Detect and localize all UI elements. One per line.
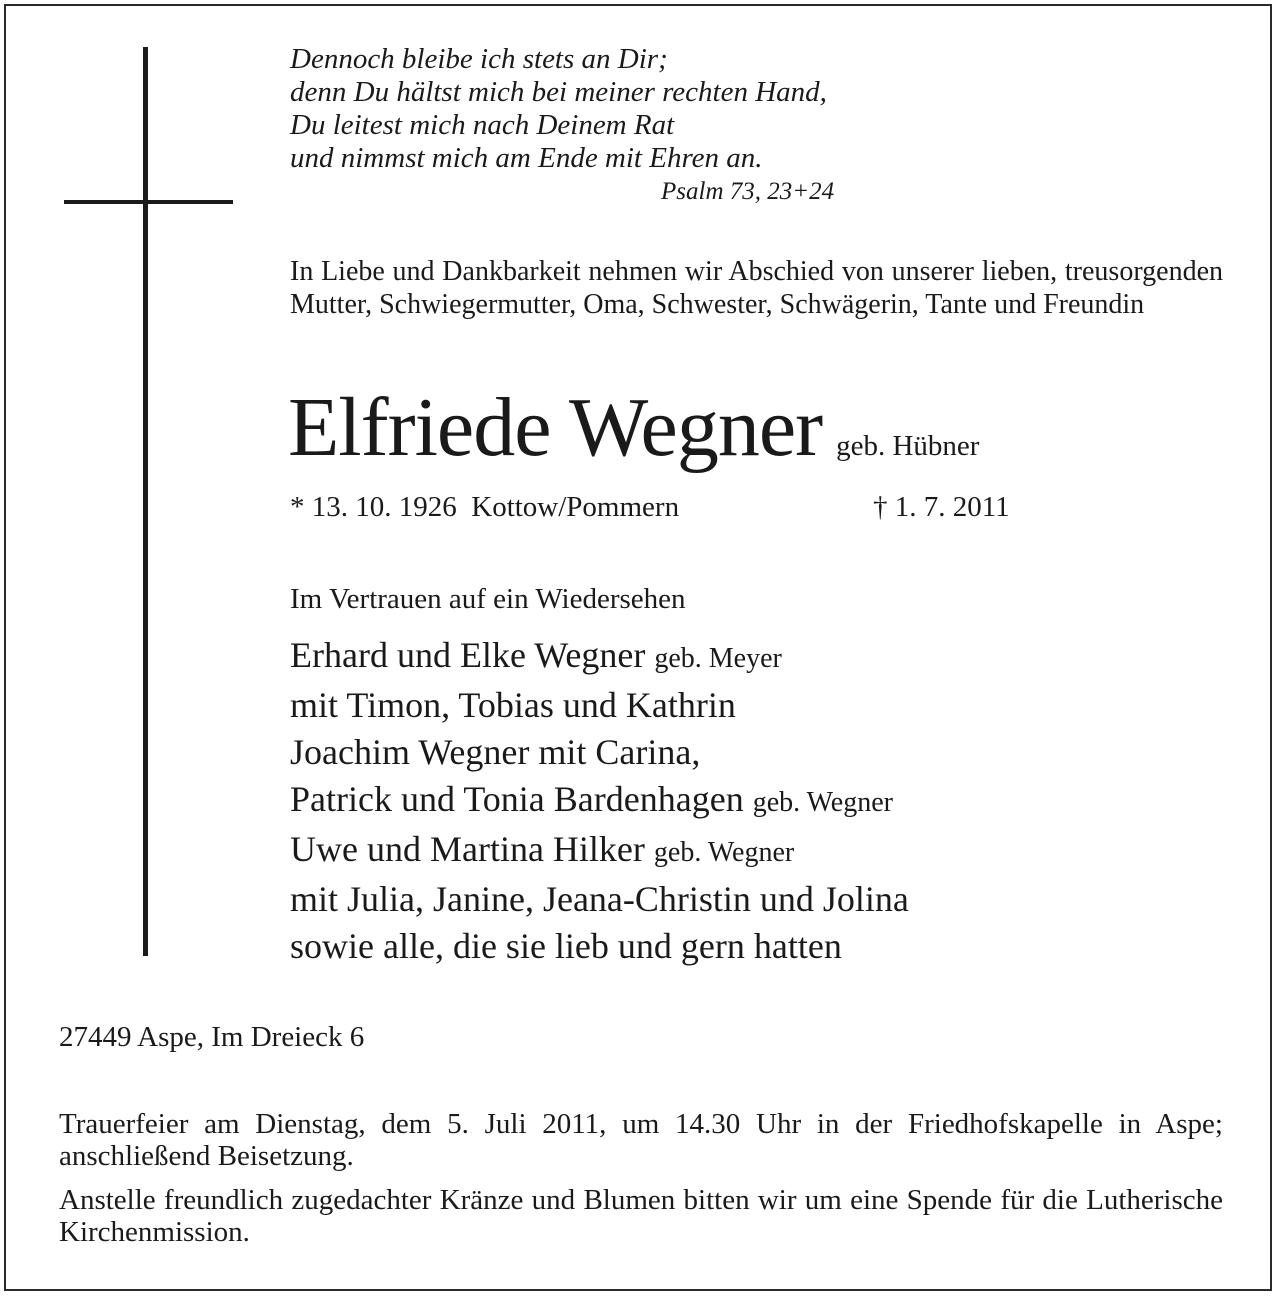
mourner-row [290,923,909,970]
verse-reference: Psalm 73, 23+24 [661,178,835,205]
mourner-names: mit Timon, Tobias und Kathrin [290,685,736,725]
deceased-name: Elfriede Wegner [288,381,823,474]
funeral-service-info: Trauerfeier am Dienstag, dem 5. Juli 2011, um 14.30 Uhr in der Friedhofskapelle in Aspe; anschließend Beisetzung. [59,1108,1223,1172]
life-dates [290,490,1010,524]
mourner-names: mit Julia, Janine, Jeana-Christin und Jolina [290,879,909,919]
verse-line: und nimmst mich am Ende mit Ehren an. [290,142,763,174]
deceased-birth-name: geb. Hübner [836,430,980,462]
mourner-names: sowie alle, die sie lieb und gern hatten [290,926,842,966]
family-address: 27449 Aspe, Im Dreieck 6 [59,1021,365,1053]
mourner-names: Erhard und Elke Wegner [290,635,646,675]
verse-line: Dennoch bleibe ich stets an Dir; [290,43,668,75]
cross-vertical-bar [143,47,148,956]
mourner-names: Joachim Wegner mit Carina, [290,732,701,772]
mourner-row [290,876,909,923]
mourner-row [290,682,909,729]
mourners-list [290,632,909,970]
mourner-birth-name: geb. Meyer [654,643,782,674]
mourner-row [290,776,909,826]
mourner-birth-name: geb. Wegner [653,837,795,868]
death-date: † 1. 7. 2011 [873,491,1010,523]
trust-line: Im Vertrauen auf ein Wiedersehen [290,583,686,615]
deceased-name-row [288,378,979,478]
mourner-birth-name: geb. Wegner [752,787,893,818]
mourner-row [290,632,909,682]
mourner-names: Patrick und Tonia Bardenhagen [290,779,744,819]
cross-horizontal-bar [64,200,233,204]
mourner-names: Uwe und Martina Hilker [290,829,645,869]
mourner-row [290,826,909,876]
birth-date: * 13. 10. 1926 Kottow/Pommern [290,491,680,523]
donation-request: Anstelle freundlich zugedachter Kränze und Blumen bitten wir um eine Spende für die Lutherische Kirchenmission. [59,1184,1223,1248]
verse-line: denn Du hältst mich bei meiner rechten Hand, [290,76,827,108]
farewell-intro: In Liebe und Dankbarkeit nehmen wir Abschied von unserer lieben, treusorgenden Mutter, Schwiegermutter, Oma, Schwester, Schwägerin, Tante und Freundin [290,256,1223,320]
psalm-verse [290,43,834,209]
verse-line: Du leitest mich nach Deinem Rat [290,109,675,141]
mourner-row [290,729,909,776]
